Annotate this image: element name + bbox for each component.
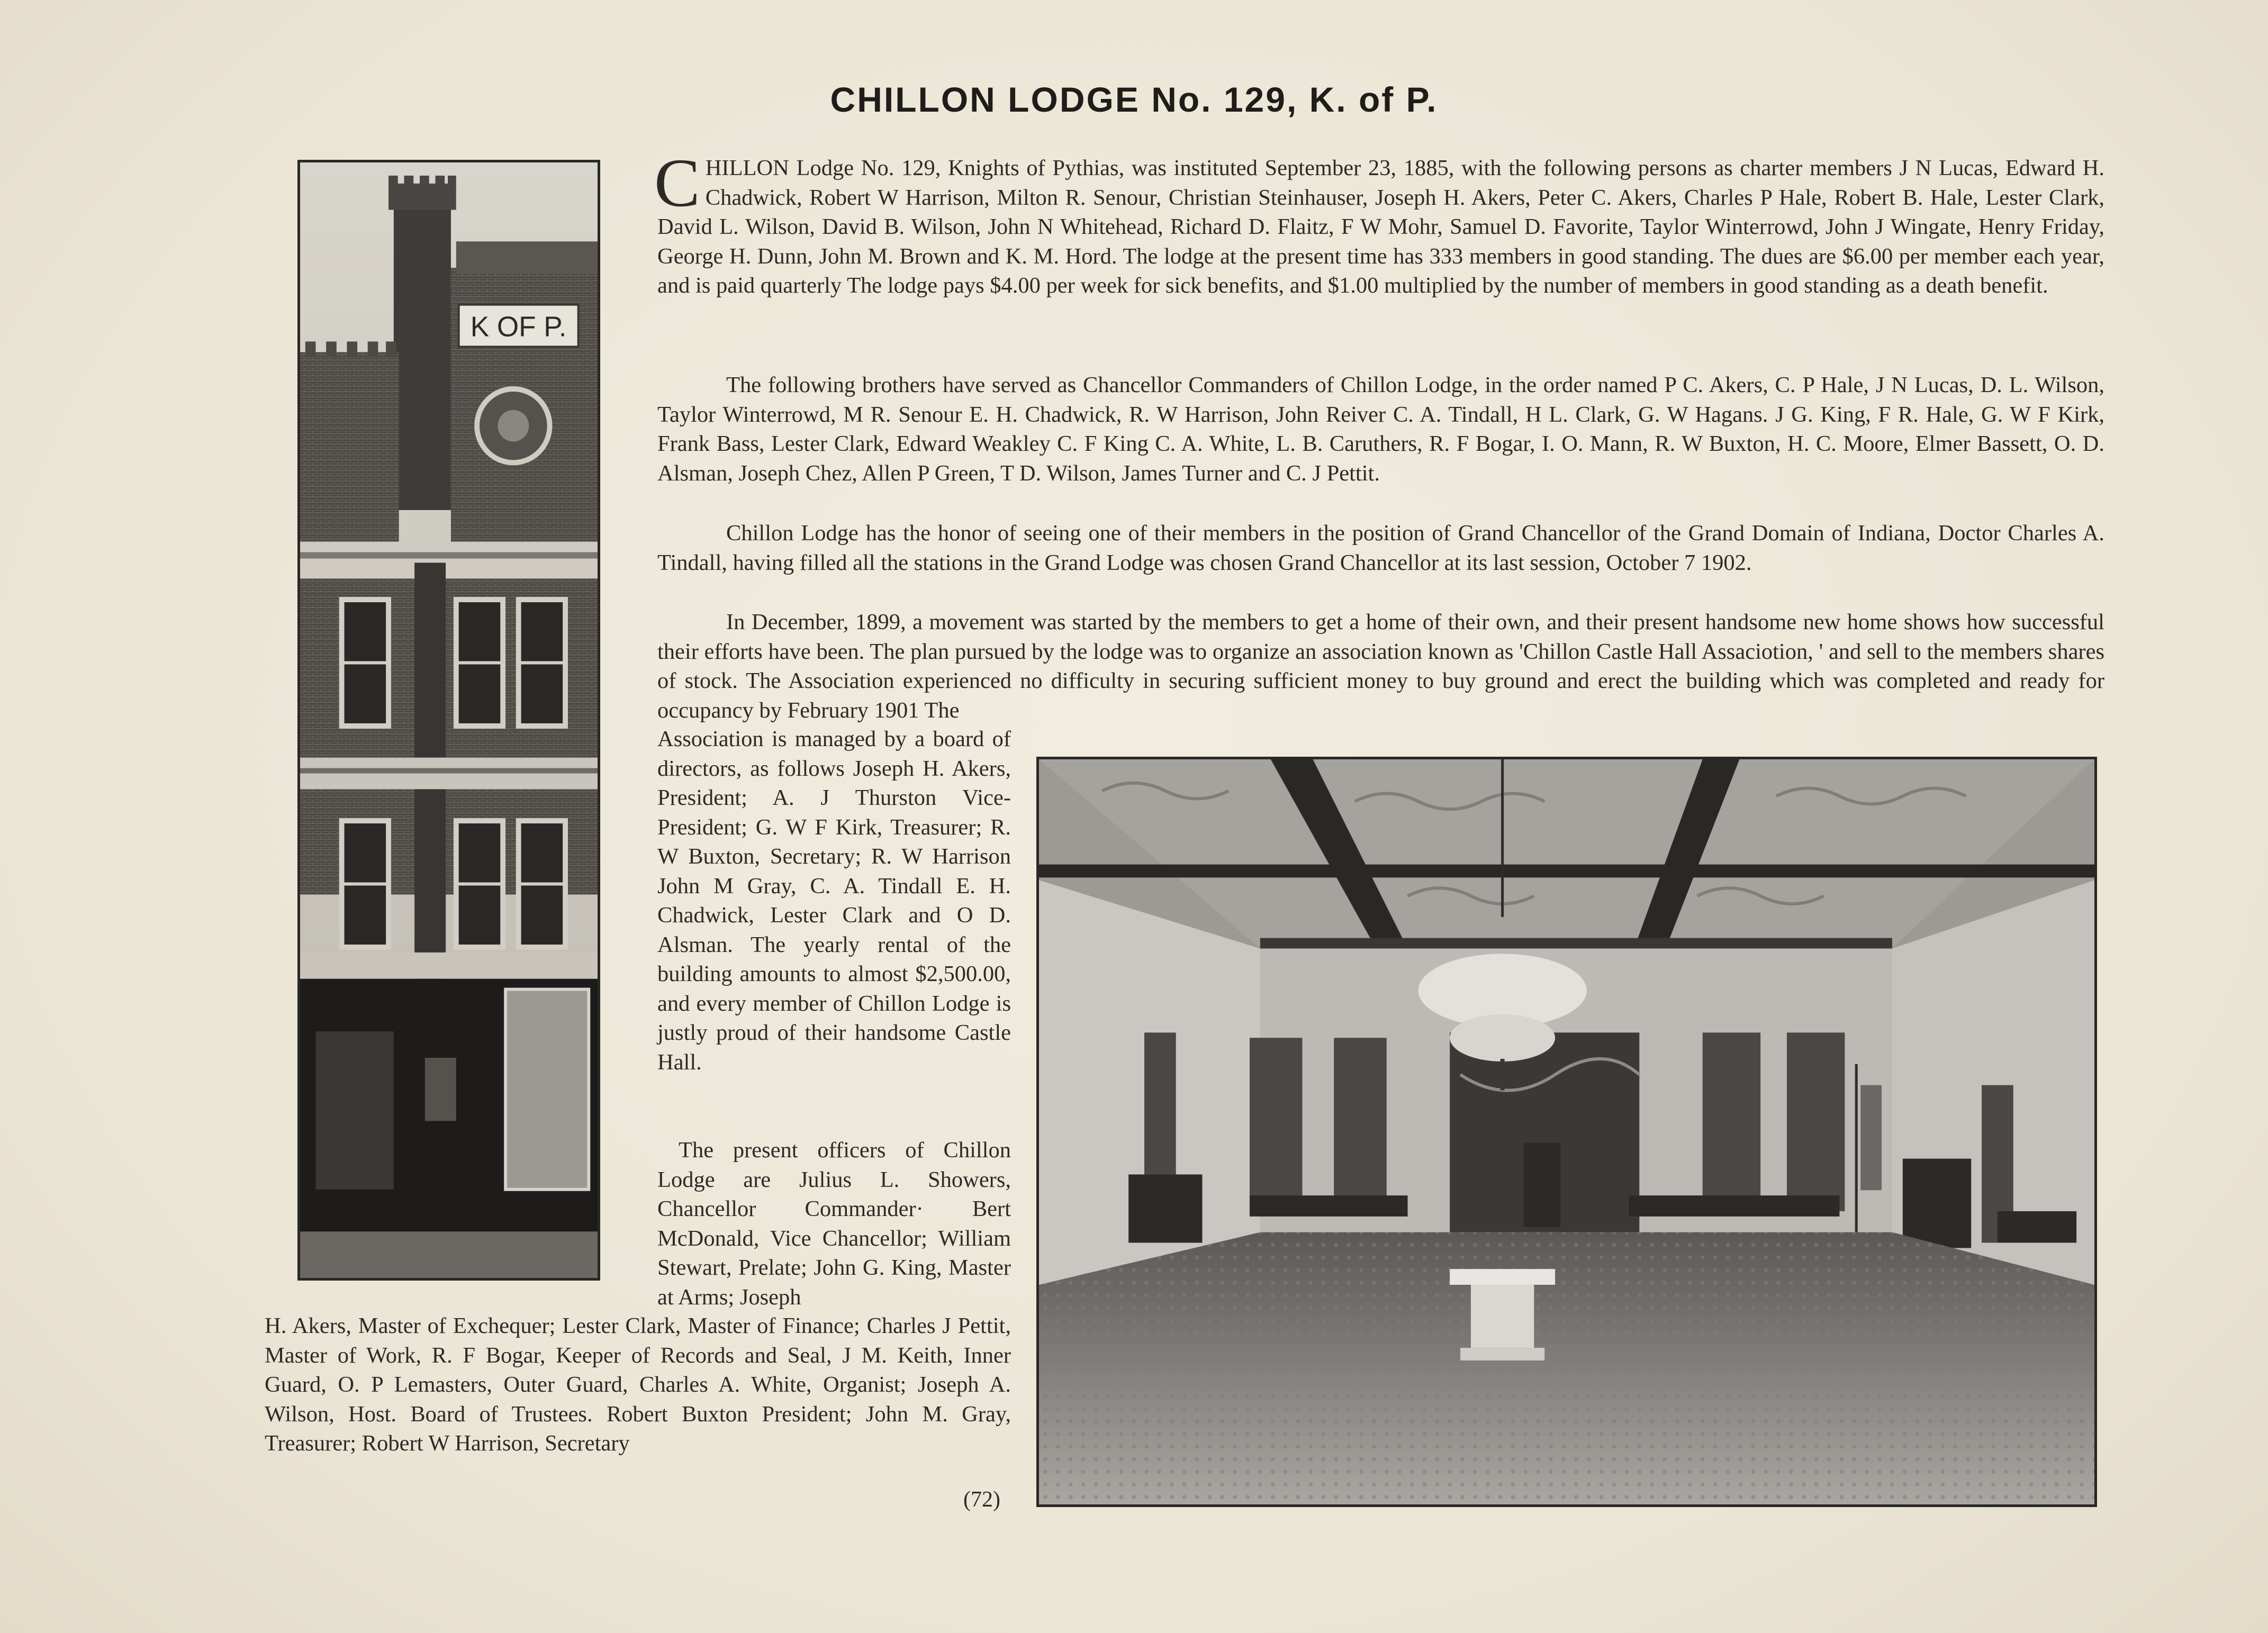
hall-interior-photo [1036, 757, 2097, 1507]
new-home-paragraph: In December, 1899, a movement was started by the members to get a home of their own, and their present handsome new home shows how successful their efforts have been. The plan pursued by the lodge was to organize an association known as 'Chillon Castle Hall Assaciotion, ' and sell to the members shares of stock. The Association experienced no difficulty in securing sufficient money to buy ground and erect the building which was completed and ready for occupancy by February 1901 The [657, 610, 2104, 723]
intro-paragraph [654, 145, 2104, 301]
building-photo [297, 160, 600, 1281]
grand-chancellor-paragraph: Chillon Lodge has the honor of seeing one of their members in the position of Grand Chancellor of the Grand Domain of Indiana, Doctor Charles A. Tindall, having filled all the stations in the Grand Lodge was chosen Grand Chancellor at its last session, October 7 1902. [657, 521, 2104, 575]
chancellors-paragraph: The following brothers have served as Chancellor Commanders of Chillon Lodge, in the order named P C. Akers, C. P Hale, J N Lucas, D. L. Wilson, Taylor Winterrowd, M R. Senour E. H. Chadwick, R. W Harrison, John Reiver C. A. Tindall, H L. Clark, G. W Hagans. J G. King, F R. Hale, G. W F Kirk, Frank Bass, Lester Clark, Edward Weakley C. F King C. A. White, L. B. Caruthers, R. F Bogar, I. O. Mann, R. W Buxton, H. C. Moore, Elmer Bassett, O. D. Alsman, Joseph Chez, Allen P Green, T D. Wilson, James Turner and C. J Pettit. [657, 373, 2104, 486]
officers-continued-paragraph: H. Akers, Master of Exchequer; Lester Clark, Master of Finance; Charles J Pettit, Master of Work, R. F Bogar, Keeper of Records and Seal, J M. Keith, Inner Guard, O. P Lemasters, Outer Guard, Charles A. White, Organist; Joseph A. Wilson, Host. Board of Trustees. Robert Buxton President; John M. Gray, Treasurer; Robert W Harrison, Secretary [265, 1313, 1011, 1456]
directors-paragraph: Association is managed by a board of directors, as follows Joseph H. Akers, President; A. J Thurston Vice-President; G. W F Kirk, Treasurer; R. W Buxton, Secretary; R. W Harrison John M Gray, C. A. Tindall E. H. Chadwick, Lester Clark and O D. Alsman. The yearly rental of the building amounts to almost $2,500.00, and every member of Chillon Lodge is justly proud of their handsome Castle Hall. [657, 727, 1011, 1075]
intro-text: HILLON Lodge No. 129, Knights of Pythias, was instituted September 23, 1885, with the following persons as charter members J N Lucas, Edward H. Chadwick, Robert W Harrison, Milton R. Senour, Christian Steinhauser, Joseph H. Akers, Peter C. Akers, Charles P Hale, Robert B. Hale, Lester Clark, David L. Wilson, David B. Wilson, John N Whitehead, Richard D. Flaitz, F W Mohr, Samuel D. Favorite, Taylor Winterrowd, John J Wingate, Henry Friday, George H. Dunn, John M. Brown and K. M. Hord. The lodge at the present time has 333 members in good standing. The dues are $6.00 per member each year, and is paid quarterly The lodge pays $4.00 per week for sick benefits, and $1.00 multiplied by the number of members in good standing as a death benefit. [657, 156, 2104, 298]
officers-paragraph: The present officers of Chillon Lodge are Julius L. Showers, Chancellor Commander· Bert McDonald, Vice Chancellor; William Stewart, Prelate; John G. King, Master at Arms; Joseph [657, 1138, 1011, 1310]
page-title: CHILLON LODGE No. 129, K. of P. [830, 80, 1438, 119]
building-sign-text: K OF P. [470, 311, 567, 343]
page-number: (72) [963, 1487, 1000, 1512]
drop-cap: C [654, 145, 700, 221]
